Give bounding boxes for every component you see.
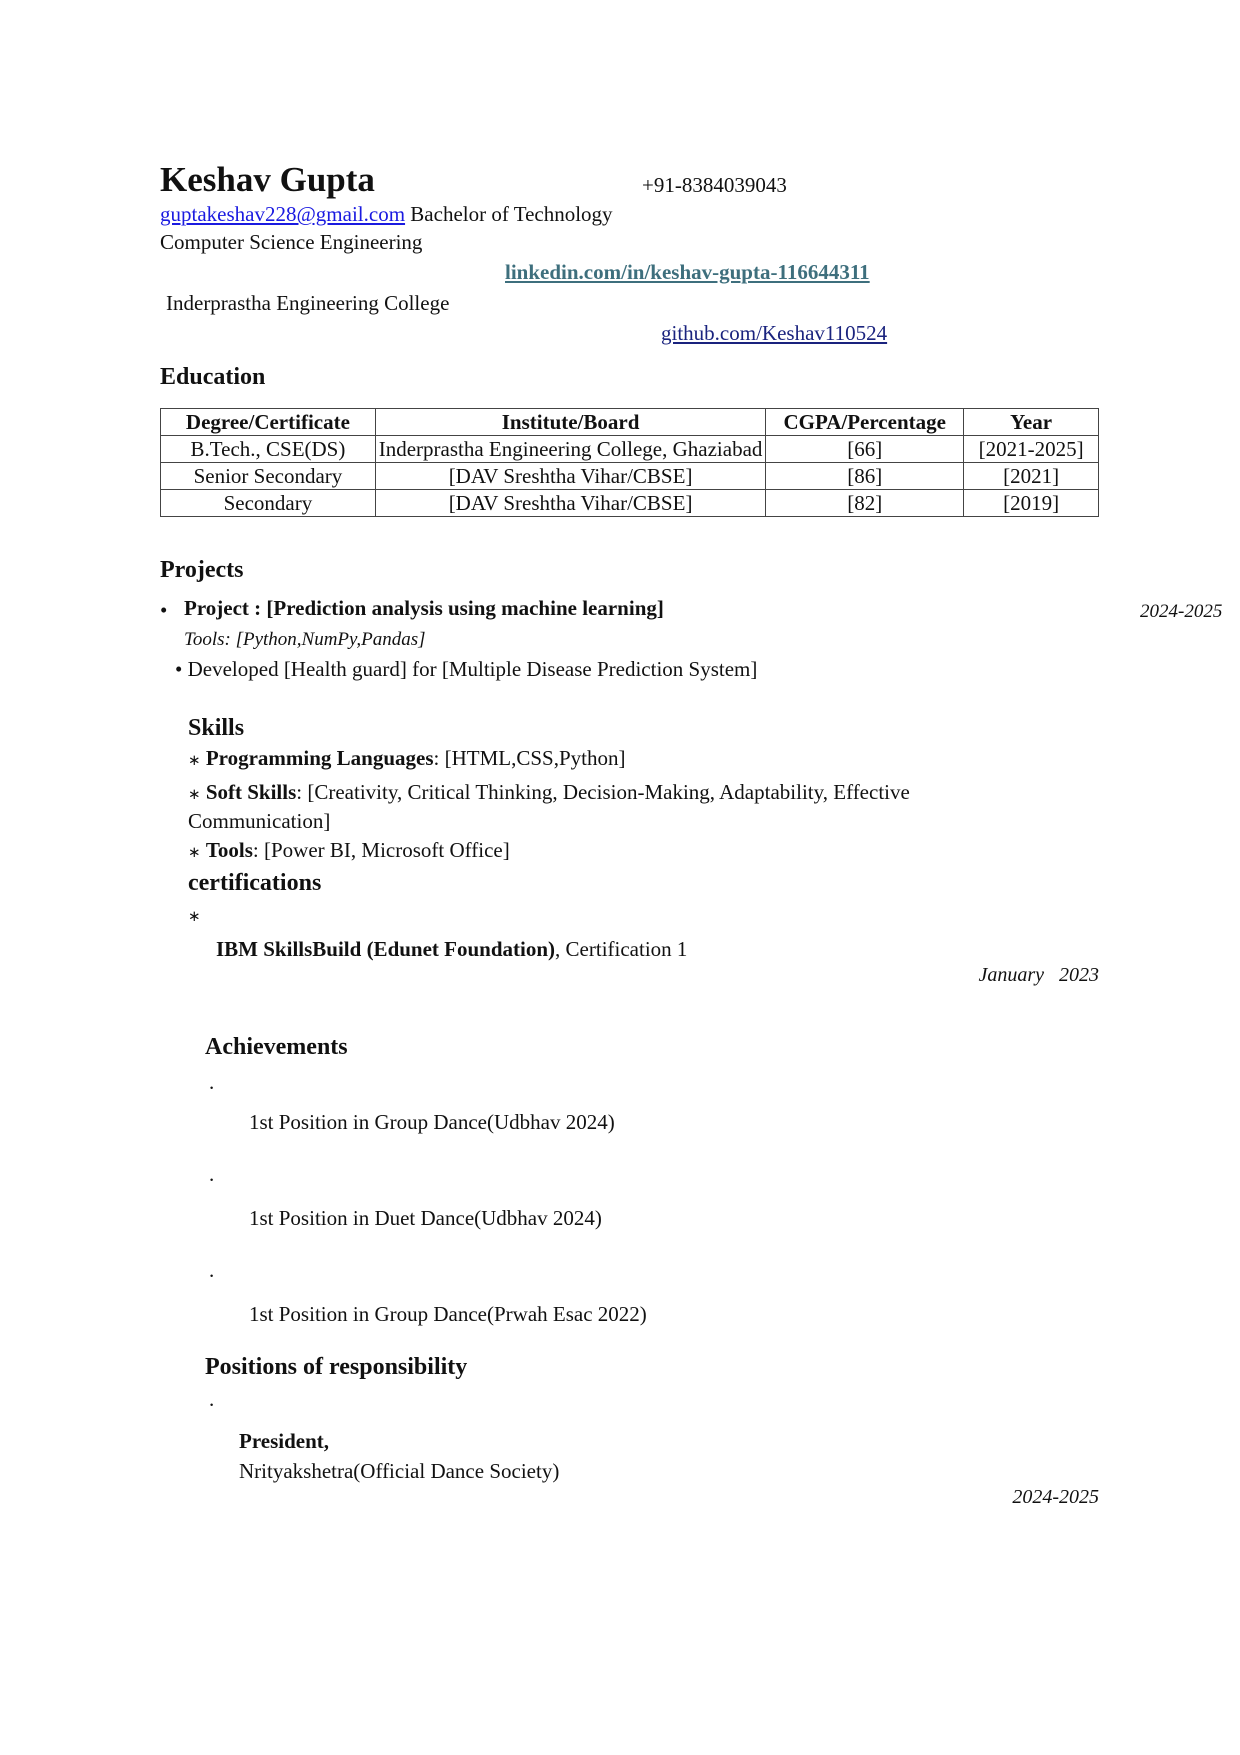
star-icon: ∗ — [188, 909, 201, 925]
degree: Bachelor of Technology — [410, 202, 613, 226]
linkedin-link[interactable]: linkedin.com/in/keshav-gupta-116644311 — [505, 260, 870, 284]
column-header: Degree/Certificate — [161, 409, 376, 436]
skill-value: : [HTML,CSS,Python] — [433, 746, 626, 770]
table-cell: [2021] — [964, 463, 1099, 490]
skill-label: Tools — [205, 838, 253, 862]
education-table — [160, 408, 1099, 517]
skill-item — [188, 746, 625, 770]
college: Inderprastha Engineering College — [166, 291, 450, 315]
table-cell: Secondary — [161, 490, 376, 517]
table-row — [161, 490, 1099, 517]
responsibility-heading: Positions of responsibility — [205, 1354, 468, 1380]
dot-icon: . — [209, 1258, 215, 1282]
responsibility-role: President, — [239, 1429, 330, 1453]
table-cell: Inderprastha Engineering College, Ghaziabad — [375, 436, 765, 463]
table-cell: B.Tech., CSE(DS) — [161, 436, 376, 463]
project-date: 2024-2025 — [1140, 601, 1223, 622]
table-row — [161, 463, 1099, 490]
projects-heading: Projects — [160, 557, 244, 583]
column-header: Year — [964, 409, 1099, 436]
table-cell: [86] — [766, 463, 964, 490]
dot-icon: . — [209, 1070, 215, 1094]
email-link[interactable]: guptakeshav228@gmail.com — [160, 202, 406, 226]
skill-value-continued: Communication] — [188, 809, 331, 833]
star-icon: ∗ — [188, 787, 201, 803]
skill-value: : [Creativity, Critical Thinking, Decision-Making, Adaptability, Effective — [296, 780, 910, 804]
skill-item — [188, 838, 510, 862]
project-description: • Developed [Health guard] for [Multiple Disease Prediction System] — [175, 657, 758, 681]
certification-name: IBM SkillsBuild (Edunet Foundation) — [216, 937, 556, 961]
star-icon: ∗ — [188, 845, 201, 861]
achievements-heading: Achievements — [205, 1034, 348, 1060]
project-tools: Tools: [Python,NumPy,Pandas] — [184, 629, 426, 650]
project-title: Project : [Prediction analysis using machine learning] — [184, 596, 664, 620]
achievement-item: 1st Position in Group Dance(Udbhav 2024) — [249, 1110, 615, 1134]
certification-date: January 2023 — [978, 964, 1099, 986]
education-heading: Education — [160, 364, 266, 390]
skill-label: Soft Skills — [205, 780, 297, 804]
responsibility-date: 2024-2025 — [1012, 1486, 1099, 1508]
skill-value: : [Power BI, Microsoft Office] — [252, 838, 510, 862]
table-cell: [82] — [766, 490, 964, 517]
skill-label: Programming Languages — [205, 746, 434, 770]
column-header: Institute/Board — [375, 409, 765, 436]
bullet-icon: • — [160, 598, 168, 622]
table-row — [161, 436, 1099, 463]
phone-number: +91-8384039043 — [642, 173, 787, 197]
skills-heading: Skills — [188, 715, 245, 741]
table-cell: Senior Secondary — [161, 463, 376, 490]
achievement-item: 1st Position in Group Dance(Prwah Esac 2022) — [249, 1302, 647, 1326]
table-cell: [2021-2025] — [964, 436, 1099, 463]
contact-line — [160, 202, 613, 226]
column-header: CGPA/Percentage — [766, 409, 964, 436]
table-cell: [DAV Sreshtha Vihar/CBSE] — [375, 490, 765, 517]
responsibility-org: Nrityakshetra(Official Dance Society) — [239, 1459, 560, 1483]
dot-icon: . — [209, 1387, 215, 1411]
candidate-name: Keshav Gupta — [160, 160, 375, 199]
branch: Computer Science Engineering — [160, 230, 423, 254]
star-icon: ∗ — [188, 753, 201, 769]
certification-item — [216, 937, 687, 961]
github-link[interactable]: github.com/Keshav110524 — [661, 321, 888, 345]
certification-suffix: , Certification 1 — [555, 937, 688, 961]
table-cell: [66] — [766, 436, 964, 463]
table-cell: [DAV Sreshtha Vihar/CBSE] — [375, 463, 765, 490]
skill-item — [188, 780, 910, 804]
dot-icon: . — [209, 1162, 215, 1186]
achievement-item: 1st Position in Duet Dance(Udbhav 2024) — [249, 1206, 602, 1230]
table-header-row — [161, 409, 1099, 436]
table-cell: [2019] — [964, 490, 1099, 517]
certifications-heading: certifications — [188, 870, 322, 896]
